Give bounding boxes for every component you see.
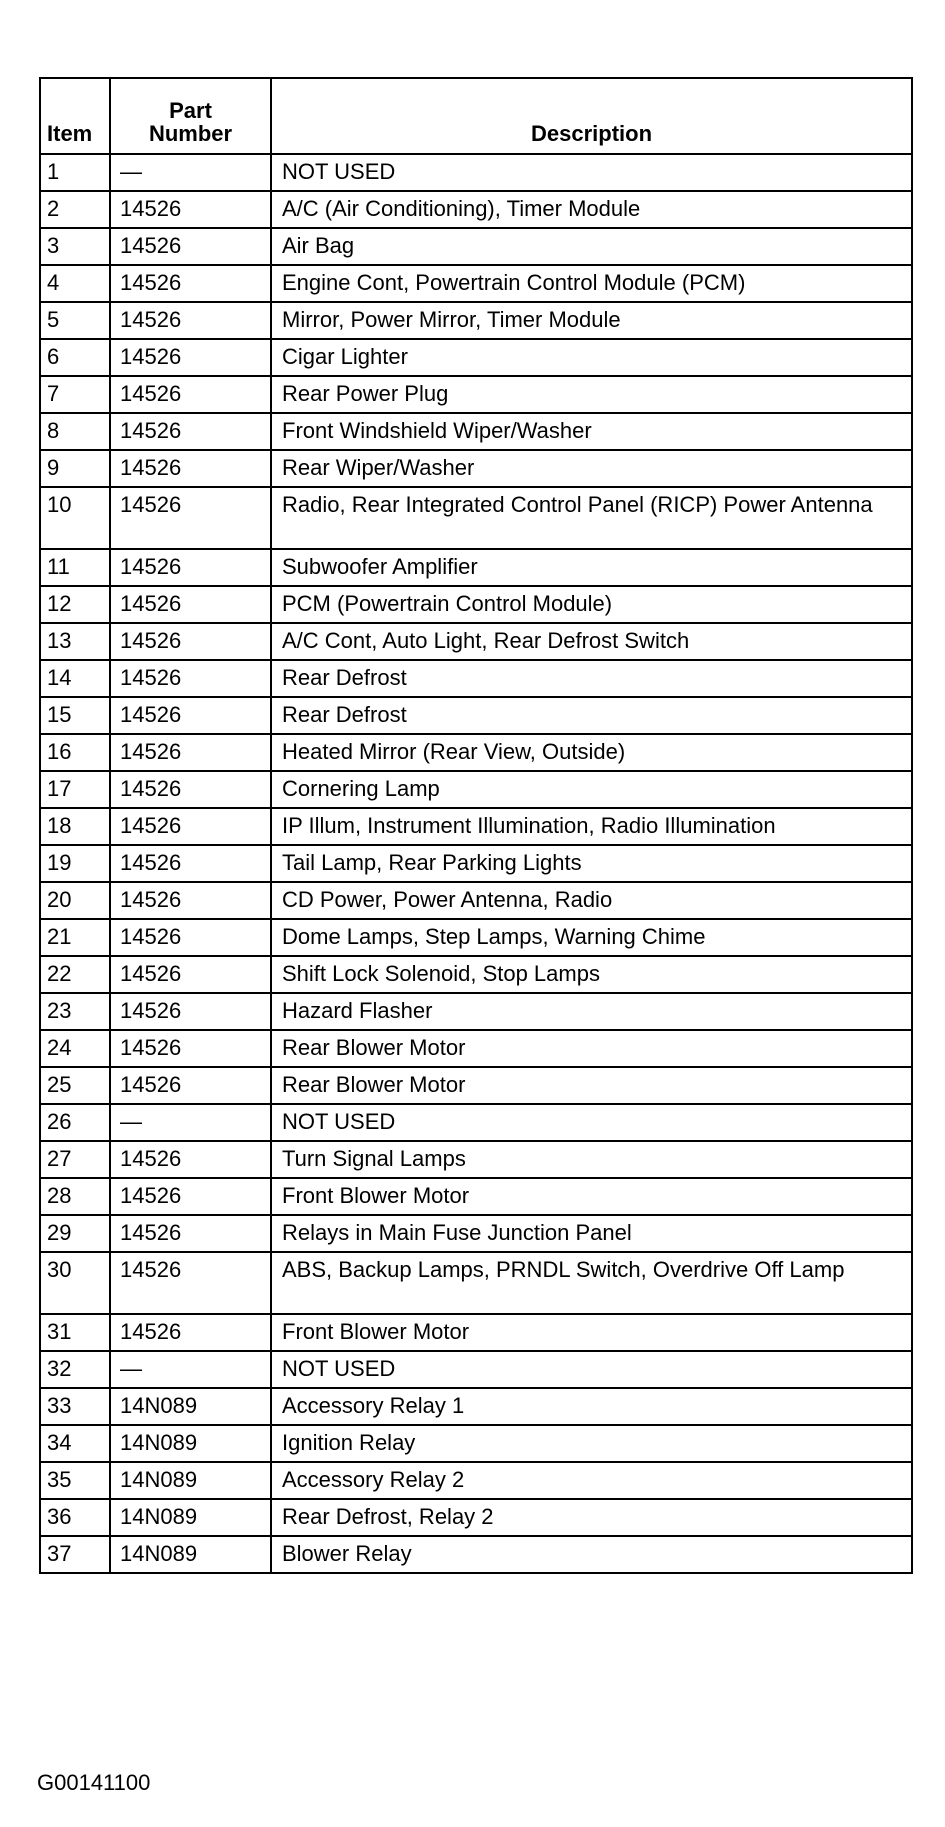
- cell-description: Heated Mirror (Rear View, Outside): [271, 734, 912, 771]
- table-row: [40, 919, 912, 956]
- header-description: Description: [271, 78, 912, 154]
- cell-item: 33: [40, 1388, 110, 1425]
- cell-part-number: 14526: [110, 450, 271, 487]
- table-row: [40, 697, 912, 734]
- cell-part-number: 14526: [110, 191, 271, 228]
- cell-item: 25: [40, 1067, 110, 1104]
- table-row: [40, 450, 912, 487]
- cell-item: 34: [40, 1425, 110, 1462]
- cell-description: Rear Blower Motor: [271, 1030, 912, 1067]
- cell-part-number: 14N089: [110, 1499, 271, 1536]
- cell-part-number: 14N089: [110, 1462, 271, 1499]
- table-row: [40, 1030, 912, 1067]
- cell-description: Front Windshield Wiper/Washer: [271, 413, 912, 450]
- cell-part-number: 14526: [110, 228, 271, 265]
- cell-description: Subwoofer Amplifier: [271, 549, 912, 586]
- cell-item: 24: [40, 1030, 110, 1067]
- cell-part-number: 14526: [110, 1314, 271, 1351]
- table-row: [40, 808, 912, 845]
- cell-part-number: 14N089: [110, 1425, 271, 1462]
- table-body: [40, 154, 912, 1573]
- table-row: [40, 734, 912, 771]
- table-row: [40, 549, 912, 586]
- cell-description: PCM (Powertrain Control Module): [271, 586, 912, 623]
- cell-description: Rear Blower Motor: [271, 1067, 912, 1104]
- cell-description: Shift Lock Solenoid, Stop Lamps: [271, 956, 912, 993]
- cell-description: Dome Lamps, Step Lamps, Warning Chime: [271, 919, 912, 956]
- cell-description: A/C Cont, Auto Light, Rear Defrost Switch: [271, 623, 912, 660]
- table-row: [40, 993, 912, 1030]
- cell-part-number: 14526: [110, 1252, 271, 1314]
- table-row: [40, 1215, 912, 1252]
- table-row: [40, 1067, 912, 1104]
- cell-part-number: —: [110, 154, 271, 191]
- header-item: Item: [40, 78, 110, 154]
- cell-description: Tail Lamp, Rear Parking Lights: [271, 845, 912, 882]
- cell-description: Air Bag: [271, 228, 912, 265]
- table-row: [40, 882, 912, 919]
- table-row: [40, 154, 912, 191]
- table-row: [40, 1104, 912, 1141]
- header-part-number: Part Number: [110, 78, 271, 154]
- cell-part-number: 14526: [110, 487, 271, 549]
- table-row: [40, 265, 912, 302]
- cell-item: 2: [40, 191, 110, 228]
- cell-description: NOT USED: [271, 154, 912, 191]
- cell-description: NOT USED: [271, 1104, 912, 1141]
- cell-part-number: 14526: [110, 586, 271, 623]
- cell-part-number: 14526: [110, 265, 271, 302]
- cell-item: 5: [40, 302, 110, 339]
- cell-description: ABS, Backup Lamps, PRNDL Switch, Overdrive Off Lamp: [271, 1252, 912, 1314]
- cell-part-number: 14526: [110, 956, 271, 993]
- cell-description: Front Blower Motor: [271, 1314, 912, 1351]
- cell-item: 29: [40, 1215, 110, 1252]
- table-row: [40, 623, 912, 660]
- cell-item: 35: [40, 1462, 110, 1499]
- cell-part-number: 14526: [110, 808, 271, 845]
- table-row: [40, 302, 912, 339]
- cell-description: NOT USED: [271, 1351, 912, 1388]
- cell-item: 27: [40, 1141, 110, 1178]
- figure-id-label: G00141100: [37, 1770, 151, 1795]
- cell-item: 26: [40, 1104, 110, 1141]
- cell-item: 8: [40, 413, 110, 450]
- cell-item: 13: [40, 623, 110, 660]
- table-row: [40, 1425, 912, 1462]
- table-row: [40, 956, 912, 993]
- cell-item: 21: [40, 919, 110, 956]
- cell-description: Rear Wiper/Washer: [271, 450, 912, 487]
- cell-part-number: 14N089: [110, 1536, 271, 1573]
- cell-description: Accessory Relay 2: [271, 1462, 912, 1499]
- cell-part-number: 14526: [110, 413, 271, 450]
- cell-item: 18: [40, 808, 110, 845]
- cell-part-number: 14526: [110, 993, 271, 1030]
- cell-description: Cornering Lamp: [271, 771, 912, 808]
- table-row: [40, 339, 912, 376]
- cell-item: 20: [40, 882, 110, 919]
- table-row: [40, 1351, 912, 1388]
- cell-description: Cigar Lighter: [271, 339, 912, 376]
- cell-description: Rear Defrost, Relay 2: [271, 1499, 912, 1536]
- cell-part-number: 14526: [110, 1067, 271, 1104]
- cell-item: 15: [40, 697, 110, 734]
- cell-description: Engine Cont, Powertrain Control Module (PCM): [271, 265, 912, 302]
- cell-part-number: 14526: [110, 734, 271, 771]
- cell-item: 22: [40, 956, 110, 993]
- table-row: [40, 1141, 912, 1178]
- table-row: [40, 376, 912, 413]
- table-row: [40, 1252, 912, 1314]
- cell-part-number: 14526: [110, 1178, 271, 1215]
- table-row: [40, 771, 912, 808]
- cell-item: 12: [40, 586, 110, 623]
- cell-item: 11: [40, 549, 110, 586]
- cell-item: 37: [40, 1536, 110, 1573]
- cell-item: 23: [40, 993, 110, 1030]
- cell-part-number: 14N089: [110, 1388, 271, 1425]
- cell-description: Rear Power Plug: [271, 376, 912, 413]
- cell-part-number: 14526: [110, 660, 271, 697]
- cell-item: 36: [40, 1499, 110, 1536]
- table-row: [40, 487, 912, 549]
- cell-item: 19: [40, 845, 110, 882]
- cell-item: 14: [40, 660, 110, 697]
- cell-item: 7: [40, 376, 110, 413]
- cell-description: Turn Signal Lamps: [271, 1141, 912, 1178]
- table-row: [40, 1462, 912, 1499]
- table-row: [40, 1178, 912, 1215]
- cell-part-number: —: [110, 1104, 271, 1141]
- table-row: [40, 586, 912, 623]
- cell-description: Front Blower Motor: [271, 1178, 912, 1215]
- cell-part-number: 14526: [110, 376, 271, 413]
- cell-part-number: 14526: [110, 549, 271, 586]
- cell-part-number: 14526: [110, 771, 271, 808]
- cell-part-number: 14526: [110, 919, 271, 956]
- cell-description: Mirror, Power Mirror, Timer Module: [271, 302, 912, 339]
- cell-item: 30: [40, 1252, 110, 1314]
- cell-part-number: 14526: [110, 845, 271, 882]
- cell-part-number: 14526: [110, 302, 271, 339]
- table-row: [40, 1314, 912, 1351]
- table-row: [40, 228, 912, 265]
- cell-item: 9: [40, 450, 110, 487]
- cell-description: Blower Relay: [271, 1536, 912, 1573]
- fuse-part-table: [39, 77, 913, 1574]
- cell-item: 10: [40, 487, 110, 549]
- table-row: [40, 413, 912, 450]
- cell-description: IP Illum, Instrument Illumination, Radio Illumination: [271, 808, 912, 845]
- cell-description: Accessory Relay 1: [271, 1388, 912, 1425]
- cell-description: Relays in Main Fuse Junction Panel: [271, 1215, 912, 1252]
- cell-part-number: 14526: [110, 339, 271, 376]
- cell-item: 1: [40, 154, 110, 191]
- cell-description: Ignition Relay: [271, 1425, 912, 1462]
- cell-description: Rear Defrost: [271, 697, 912, 734]
- table-header-row: [40, 78, 912, 154]
- table-row: [40, 845, 912, 882]
- cell-item: 3: [40, 228, 110, 265]
- cell-item: 28: [40, 1178, 110, 1215]
- cell-description: Hazard Flasher: [271, 993, 912, 1030]
- cell-item: 17: [40, 771, 110, 808]
- cell-part-number: 14526: [110, 1141, 271, 1178]
- cell-item: 32: [40, 1351, 110, 1388]
- table-row: [40, 660, 912, 697]
- cell-item: 6: [40, 339, 110, 376]
- cell-description: Radio, Rear Integrated Control Panel (RICP) Power Antenna: [271, 487, 912, 549]
- cell-description: CD Power, Power Antenna, Radio: [271, 882, 912, 919]
- table-row: [40, 191, 912, 228]
- cell-part-number: 14526: [110, 1215, 271, 1252]
- cell-part-number: —: [110, 1351, 271, 1388]
- table-row: [40, 1388, 912, 1425]
- cell-part-number: 14526: [110, 1030, 271, 1067]
- table-row: [40, 1499, 912, 1536]
- cell-description: A/C (Air Conditioning), Timer Module: [271, 191, 912, 228]
- cell-item: 16: [40, 734, 110, 771]
- cell-item: 4: [40, 265, 110, 302]
- cell-part-number: 14526: [110, 623, 271, 660]
- table-row: [40, 1536, 912, 1573]
- cell-item: 31: [40, 1314, 110, 1351]
- cell-part-number: 14526: [110, 882, 271, 919]
- cell-part-number: 14526: [110, 697, 271, 734]
- cell-description: Rear Defrost: [271, 660, 912, 697]
